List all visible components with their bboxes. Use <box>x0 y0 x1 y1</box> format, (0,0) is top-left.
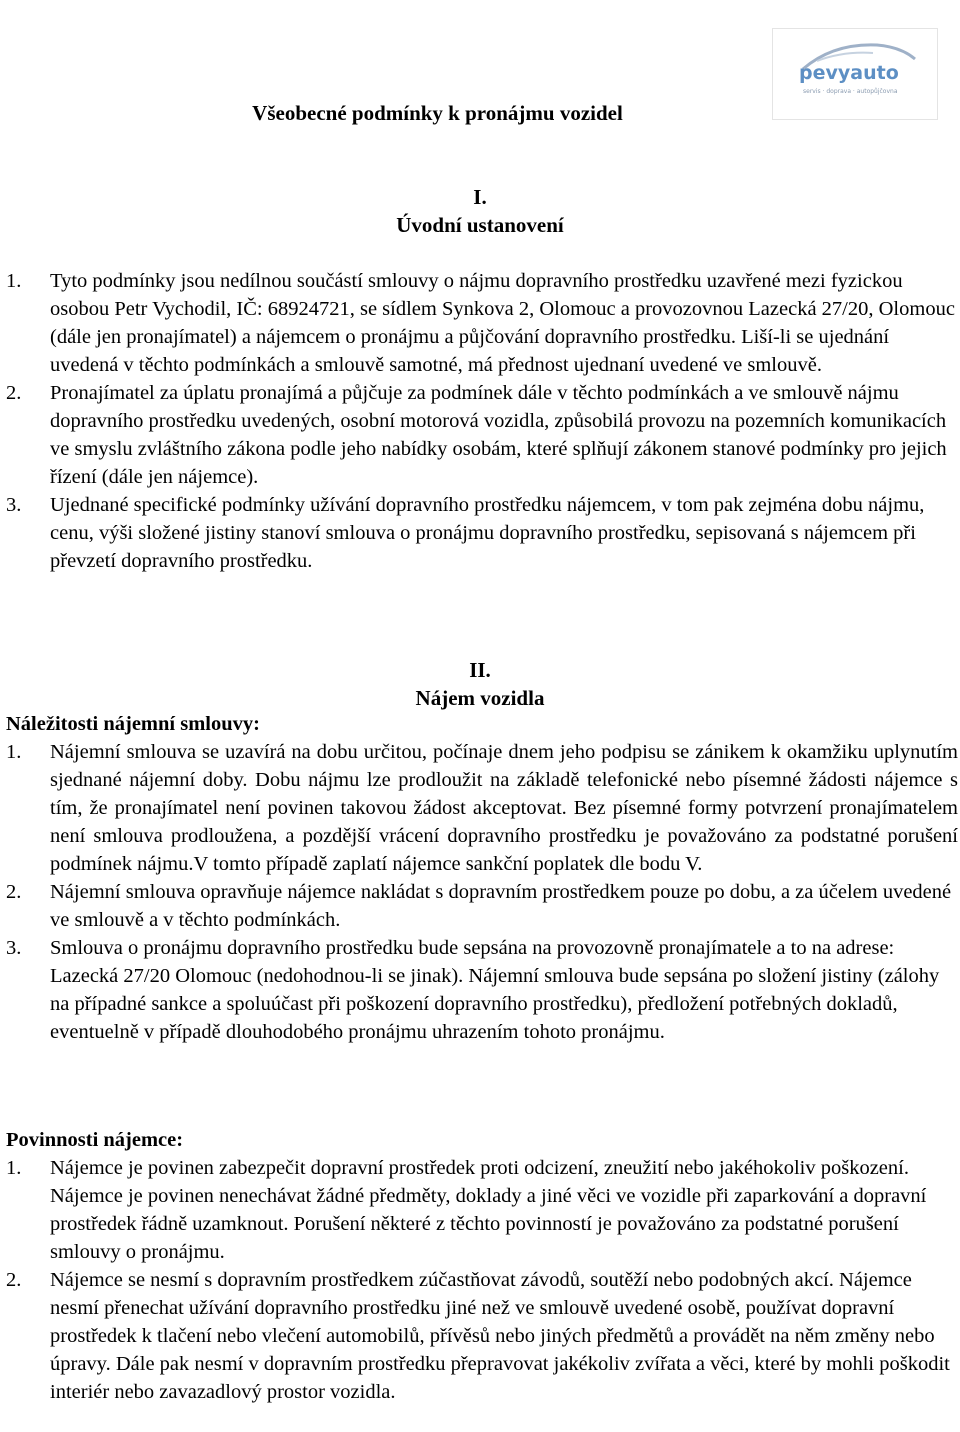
list-item <box>0 1154 958 1266</box>
item-number: 2. <box>6 382 22 404</box>
item-text: Pronajímatel za úplatu pronajímá a půjčuje za podmínek dále v těchto podmínkách a ve smlouvě nájmu dopravního prostředku uvedených, osobní motorová vozidla, způsobilá provozu na pozemních komunikacích ve smyslu zvláštního zákona podle jeho nabídky osobám, které splňují zákonem stanové podmínky pro jejich řízení (dále jen nájemce). <box>50 382 947 488</box>
section-1-number: I. <box>473 185 487 209</box>
logo-tagline: servis · doprava · autopůjčovna <box>803 88 898 95</box>
subsection-heading-contract: Náležitosti nájemní smlouvy: <box>6 713 260 735</box>
list-item <box>0 267 958 379</box>
list-item <box>0 491 958 575</box>
section-2-number: II. <box>469 658 491 682</box>
item-number: 1. <box>6 1157 22 1179</box>
item-text: Nájemní smlouva se uzavírá na dobu určitou, počínaje dnem jeho podpisu se zánikem k okamžiku uplynutím sjednané nájemní doby. Dobu nájmu lze prodloužit na základě telefonické nebo písemné žádosti nájemce s tím, že pronajímatel není povinen takovou žádost akceptovat. Bez písemné formy potvrzení pronajímatelem není smlouva prodloužena, a pozdější vrácení dopravního prostředku je považováno za podstatné porušení podmínek nájmu.V tomto případě zaplatí nájemce sankční poplatek dle bodu V. <box>50 741 958 875</box>
document-title: Všeobecné podmínky k pronájmu vozidel <box>252 101 623 125</box>
item-number: 1. <box>6 741 22 763</box>
list-item <box>0 934 958 1046</box>
subsection-heading-obligations: Povinnosti nájemce: <box>6 1129 184 1151</box>
section-2-title: Nájem vozidla <box>415 686 545 710</box>
section-1-list <box>0 267 960 575</box>
logo-wordmark: pevyauto <box>799 62 899 84</box>
item-number: 3. <box>6 937 22 959</box>
item-text: Nájemce je povinen zabezpečit dopravní prostředek proti odcizení, zneužití nebo jakéhokoliv poškození. Nájemce je povinen nenechávat žádné předměty, doklady a jiné věci ve vozidle při zaparkování a dopravní prostředek řádně uzamknout. Porušení některé z těchto povinností je považováno za podstatné porušení smlouvy o pronájmu. <box>50 1157 927 1263</box>
item-text: Tyto podmínky jsou nedílnou součástí smlouvy o nájmu dopravního prostředku uzavřené mezi fyzickou osobou Petr Vychodil, IČ: 68924721, se sídlem Synkova 2, Olomouc a provozovnou Lazecká 27/20, Olomouc (dále jen pronajímatel) a nájemcem o pronájmu a půjčování dopravního prostředku. Liší-li se ujednání uvedená v těchto podmínkách a smlouvě samotné, má přednost ujednaní uvedené ve smlouvě. <box>50 270 955 376</box>
list-item <box>0 379 958 491</box>
item-number: 2. <box>6 881 22 903</box>
list-item <box>0 878 958 934</box>
item-number: 2. <box>6 1269 22 1291</box>
item-text: Nájemce se nesmí s dopravním prostředkem zúčastňovat závodů, soutěží nebo podobných akcí. Nájemce nesmí přenechat užívání dopravního prostředku jiné než ve smlouvě uvedené osobě, používat dopravní prostředek k tlačení nebo vlečení automobilů, přívěsů nebo jiných předmětů a provádět na něm změny nebo úpravy. Dále pak nesmí v dopravním prostředku přepravovat jakékoliv zvířata a věci, které by mohli poškodit interiér nebo zavazadlový prostor vozidla. <box>50 1269 950 1403</box>
item-text: Nájemní smlouva opravňuje nájemce nakládat s dopravním prostředkem pouze po dobu, a za účelem uvedené ve smlouvě a v těchto podmínkách. <box>50 881 952 931</box>
tenant-obligations-list <box>0 1154 960 1406</box>
item-text: Smlouva o pronájmu dopravního prostředku bude sepsána na provozovně pronajímatele a to na adrese: Lazecká 27/20 Olomouc (nedohodnou-li se jinak). Nájemní smlouva bude sepsána po složení jistiny (zálohy na případné sankce a spoluúčast při poškození dopravního prostředku), předložení potřebných dokladů, eventuelně v případě dlouhodobého pronájmu uhrazením tohoto pronájmu. <box>50 937 940 1043</box>
item-text: Ujednané specifické podmínky užívání dopravního prostředku nájemcem, v tom pak zejména dobu nájmu, cenu, výši složené jistiny stanoví smlouva o pronájmu dopravního prostředku, sepisovaná s nájemcem při převzetí dopravního prostředku. <box>50 494 925 572</box>
item-number: 1. <box>6 270 22 292</box>
list-item <box>0 738 958 878</box>
list-item <box>0 1266 958 1406</box>
item-number: 3. <box>6 494 22 516</box>
contract-requirements-list <box>0 738 960 1046</box>
section-1-title: Úvodní ustanovení <box>396 213 564 237</box>
